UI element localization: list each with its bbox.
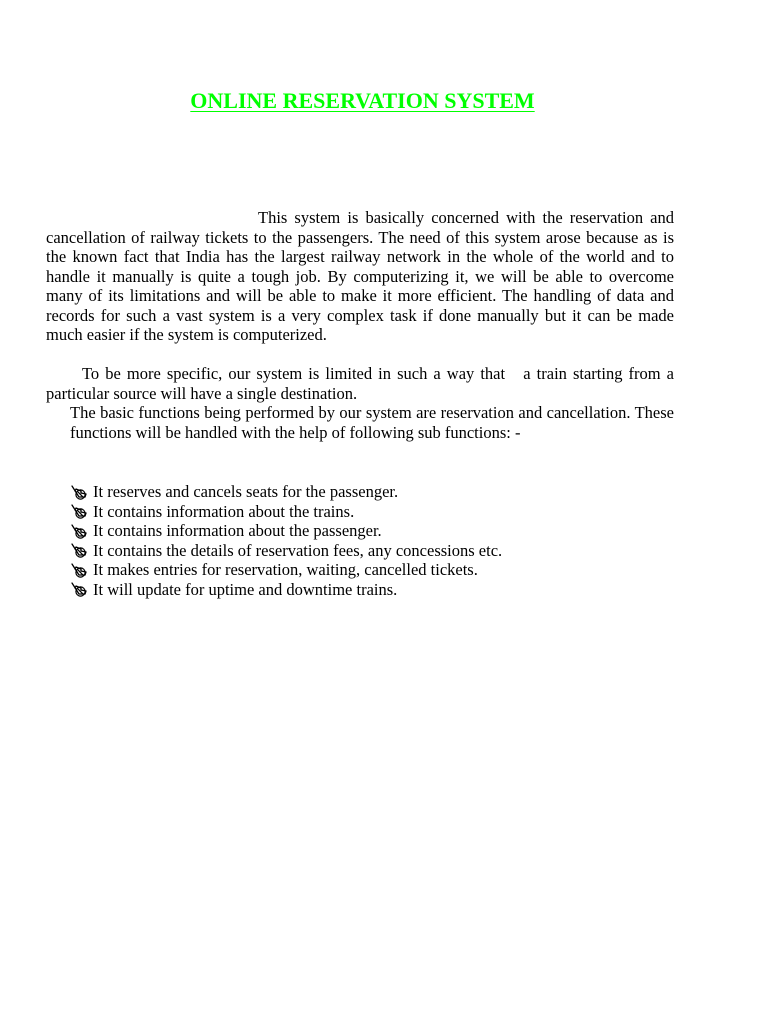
list-item — [70, 560, 674, 580]
page-title: ONLINE RESERVATION SYSTEM — [190, 88, 535, 113]
crossed-pointing-hand-icon — [70, 523, 88, 539]
list-item — [70, 502, 674, 522]
list-item — [70, 541, 674, 561]
crossed-pointing-hand-icon — [70, 562, 88, 578]
crossed-pointing-hand-icon — [70, 542, 88, 558]
bullet-text: It will update for uptime and downtime trains. — [93, 579, 398, 599]
crossed-pointing-hand-icon — [70, 484, 88, 500]
bullet-text: It contains information about the passenger. — [93, 521, 382, 540]
intro-paragraph: This system is basically concerned with the reservation and cancellation of railway tickets to the passengers. The need of this system arose because as is the known fact that India has the largest railway network in the whole of the world and to handle it manually is quite a tough job. By computerizing it, we will be able to overcome many of its limitations and will be able to make it more efficient. The handling of data and records for such a vast system is a very complex task if done manually but it can be made much easier if the system is computerized. — [46, 208, 674, 344]
bullet-text: It reserves and cancels seats for the passenger. — [93, 482, 399, 501]
bullet-text: It contains information about the trains. — [93, 501, 355, 521]
scope-paragraph: To be more specific, our system is limited in such a way that a train starting from a particular source will have a single destination. — [46, 364, 679, 403]
sub-functions-list — [70, 482, 674, 599]
list-item — [70, 521, 674, 541]
functions-paragraph: The basic functions being performed by our system are reservation and cancellation. These functions will be handled with the help of following sub functions: - — [70, 403, 674, 442]
crossed-pointing-hand-icon — [70, 503, 88, 519]
crossed-pointing-hand-icon — [70, 581, 88, 597]
list-item — [70, 482, 674, 502]
bullet-text: It makes entries for reservation, waiting, cancelled tickets. — [93, 560, 478, 579]
bullet-text: It contains the details of reservation fees, any concessions etc. — [93, 540, 503, 560]
list-item — [70, 580, 674, 600]
